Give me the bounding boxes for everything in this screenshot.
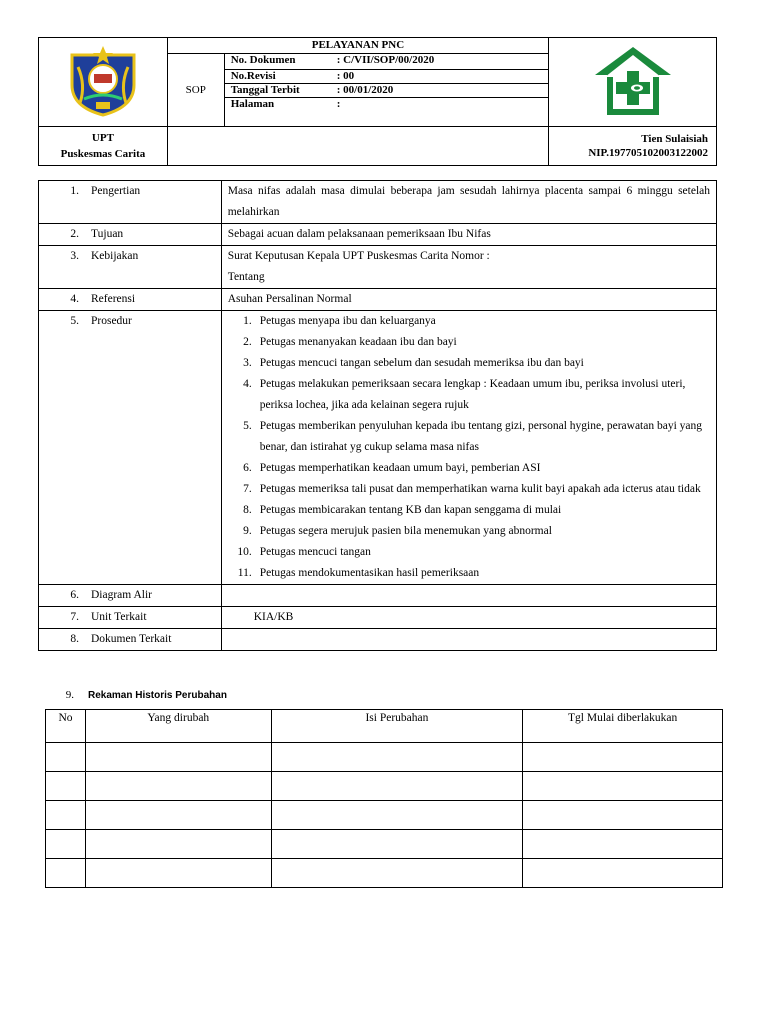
text-kebijakan: Surat Keputusan Kepala UPT Puskesmas Carita Nomor : Tentang — [221, 246, 716, 289]
list-item: 10. Petugas mencuci tangan — [237, 546, 371, 558]
row-prosedur: 5. Prosedur 1. Petugas menyapa ibu dan keluarganya 2. Petugas menanyakan keadaan ibu dan bayi 3. Petugas mencuci tangan sebelum dan sesudah memeriksa ibu dan bayi 4. Petugas melakukan pemeriksaan secara lengkap : Keadaan umum ibu, periksa involusi uteri, periksa lochea, jika ada kelainan segera rujuk 5. Petugas memberikan penyuluhan kepada ibu tentang gizi, personal hygine, perawatan bayi yang benar, dan istirahat yg cukup selama masa nifas 6. Petugas memperhatikan keadaan umum bayi, pemberian ASI 7. Petugas memeriksa tali pusat dan memperhatikan warna kulit bayi apakah ada icterus atau tidak 8. Petugas membicarakan tentang KB dan kapan senggama di mulai 9. Petugas segera merujuk pasien bila menemukan yang abnormal 10. Petugas mencuci tangan 11. Petugas mendokumentasikan hasil pemeriksaan — [39, 311, 717, 585]
text-referensi: Asuhan Persalinan Normal — [221, 289, 716, 311]
label-referensi: Referensi — [91, 293, 136, 305]
empty-middle-cell — [167, 127, 548, 166]
procedure-list-cell — [221, 311, 716, 585]
document-title: PELAYANAN PNC — [167, 38, 548, 54]
puskesmas-logo-cell — [549, 38, 717, 127]
label-dokumen-terkait: Dokumen Terkait — [91, 633, 172, 645]
label-diagram-alir: Diagram Alir — [91, 589, 152, 601]
table-row — [46, 772, 723, 801]
sop-content-table — [38, 180, 717, 651]
history-header-content: Isi Perubahan — [271, 710, 523, 743]
text-diagram-alir — [221, 585, 716, 607]
label-tujuan: Tujuan — [91, 228, 124, 240]
row-diagram-alir: 6. Diagram Alir — [39, 585, 717, 607]
signer-name: Tien Sulaisiah — [641, 133, 708, 145]
list-item: 1. Petugas menyapa ibu dan keluarganya — [243, 315, 436, 327]
meta-row-page: Halaman : — [224, 98, 548, 127]
row-dokumen-terkait: 8. Dokumen Terkait — [39, 629, 717, 651]
label-pengertian: Pengertian — [91, 185, 141, 197]
table-row — [46, 743, 723, 772]
organization-line1: UPT — [91, 132, 114, 144]
document-header — [38, 37, 717, 166]
row-kebijakan: 3. Kebijakan Surat Keputusan Kepala UPT Puskesmas Carita Nomor : Tentang — [39, 246, 717, 289]
row-referensi: 4. Referensi Asuhan Persalinan Normal — [39, 289, 717, 311]
procedure-list — [226, 311, 708, 584]
list-item: 11. Petugas mendokumentasikan hasil pemeriksaan — [237, 567, 480, 579]
label-kebijakan: Kebijakan — [91, 250, 139, 262]
regency-crest-cell — [39, 38, 168, 127]
history-header-no: No — [46, 710, 86, 743]
table-row — [46, 830, 723, 859]
row-unit-terkait: 7. Unit Terkait KIA/KB — [39, 607, 717, 629]
history-header-date: Tgl Mulai diberlakukan — [523, 710, 723, 743]
history-table — [45, 709, 723, 888]
table-row — [46, 801, 723, 830]
organization-line2: Puskesmas Carita — [60, 148, 146, 160]
section-9-heading: 9. Rekaman Historis Perubahan — [65, 689, 227, 701]
list-item: 3. Petugas mencuci tangan sebelum dan sesudah memeriksa ibu dan bayi — [243, 357, 584, 369]
section-9-title: Rekaman Historis Perubahan — [88, 690, 227, 701]
signer-nip: NIP.197705102003122002 — [588, 147, 708, 159]
label-prosedur: Prosedur — [91, 315, 132, 327]
history-header-row — [46, 710, 723, 743]
meta-row-revision: No.Revisi : 00 — [224, 70, 548, 84]
text-pengertian: Masa nifas adalah masa dimulai beberapa jam sesudah lahirnya placenta sampai 6 minggu setelah melahirkan — [221, 181, 716, 224]
sop-label: SOP — [167, 54, 224, 127]
list-item: 4. Petugas melakukan pemeriksaan secara lengkap : Keadaan umum ibu, periksa involusi uteri, periksa lochea, jika ada kelainan segera rujuk — [243, 378, 686, 411]
list-item: 8. Petugas membicarakan tentang KB dan kapan senggama di mulai — [243, 504, 562, 516]
list-item: 6. Petugas memperhatikan keadaan umum bayi, pemberian ASI — [243, 462, 541, 474]
text-tujuan: Sebagai acuan dalam pelaksanaan pemeriksaan Ibu Nifas — [221, 224, 716, 246]
table-row — [46, 859, 723, 888]
signer-cell — [549, 127, 717, 166]
organization-name — [39, 127, 168, 166]
meta-row-issue-date: Tanggal Terbit : 00/01/2020 — [224, 84, 548, 98]
list-item: 2. Petugas menanyakan keadaan ibu dan bayi — [243, 336, 457, 348]
list-item: 9. Petugas segera merujuk pasien bila menemukan yang abnormal — [243, 525, 552, 537]
text-unit-terkait: KIA/KB — [221, 607, 716, 629]
puskesmas-logo — [593, 45, 673, 117]
row-pengertian: 1. Pengertian Masa nifas adalah masa dimulai beberapa jam sesudah lahirnya placenta sampai 6 minggu setelah melahirkan — [39, 181, 717, 224]
row-tujuan: 2. Tujuan Sebagai acuan dalam pelaksanaan pemeriksaan Ibu Nifas — [39, 224, 717, 246]
label-unit-terkait: Unit Terkait — [91, 611, 147, 623]
list-item: 7. Petugas memeriksa tali pusat dan memperhatikan warna kulit bayi apakah ada icterus atau tidak — [243, 483, 701, 495]
meta-row-doc-number: No. Dokumen : C/VII/SOP/00/2020 — [224, 54, 548, 70]
text-dokumen-terkait — [221, 629, 716, 651]
history-header-changed: Yang dirubah — [85, 710, 271, 743]
regency-crest-logo — [66, 45, 140, 117]
list-item: 5. Petugas memberikan penyuluhan kepada ibu tentang gizi, personal hygine, perawatan bayi yang benar, dan istirahat yg cukup selama masa nifas — [243, 420, 703, 453]
